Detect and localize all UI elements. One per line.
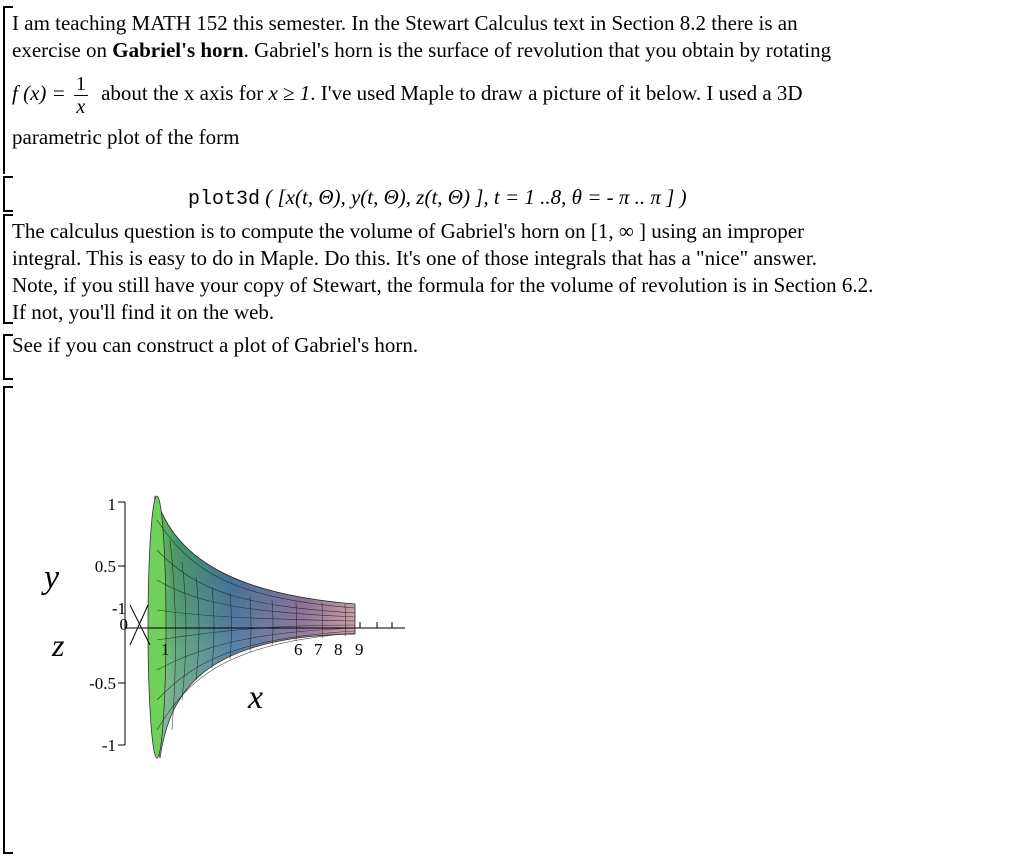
command-args: ( [x(t, Θ), y(t, Θ), z(t, Θ) ], t = 1 ..8, θ = - π .. π ] ) [260,185,687,209]
intro-line-2: exercise on Gabriel's horn. Gabriel's horn is the surface of revolution that you obtain by rotating [12,38,832,62]
x-tick-6: 6 [294,640,303,659]
question-line-3: Note, if you still have your copy of Stewart, the formula for the volume of revolution is in Section 6.2. [12,273,874,297]
y-tick-neg-0-5: -0.5 [89,674,116,693]
question-line-1: The calculus question is to compute the volume of Gabriel's horn on [1, ∞ ] using an improper [12,219,805,243]
y-tick-neg-1: -1 [101,736,116,755]
x-tick-7: 7 [314,640,323,659]
z-axis-label: z [52,627,65,663]
gabriels-horn-bold: Gabriel's horn [112,38,244,62]
fraction: $\frac{1}{x}$ [75,72,86,118]
intro-line-4: parametric plot of the form [12,125,240,149]
group-bracket-command [3,176,5,212]
y-axis-label: y [44,559,60,596]
domain-condition: x ≥ 1 [268,81,311,105]
group-bracket-question [3,214,5,324]
x-tick-8: 8 [334,640,343,659]
z-tick-neg-1: -1 [111,599,126,618]
question-line-4: If not, you'll find it on the web. [12,300,275,324]
plot3d-command[interactable] [188,184,687,213]
group-bracket-task [3,334,5,380]
x-axis-label: x [248,679,264,716]
y-tick-0-5: 0.5 [94,557,116,576]
question-line-2: integral. This is easy to do in Maple. Do this. It's one of those integrals that has a "nice" answer. [12,246,817,270]
command-name: plot3d [188,188,261,211]
function-label: f (x) = [12,81,66,105]
y-tick-1: 1 [107,495,116,514]
x-tick-1: 1 [161,640,170,659]
task-line-1: See if you can construct a plot of Gabriel's horn. [12,333,419,357]
intro-line-1: I am teaching MATH 152 this semester. In the Stewart Calculus text in Section 8.2 there is an [12,11,798,35]
intro-line-3: f (x) = $\frac{1}{x}$ about the x axis for x ≥ 1. I've used Maple to draw a picture of it below. I used a 3D [12,72,803,118]
horn-mouth [148,496,166,758]
group-bracket-intro [3,6,5,174]
group-bracket-plot [3,386,5,854]
gabriels-horn-plot[interactable] [30,480,450,780]
x-tick-9: 9 [355,640,364,659]
z-tick-0: 0 [119,615,128,634]
